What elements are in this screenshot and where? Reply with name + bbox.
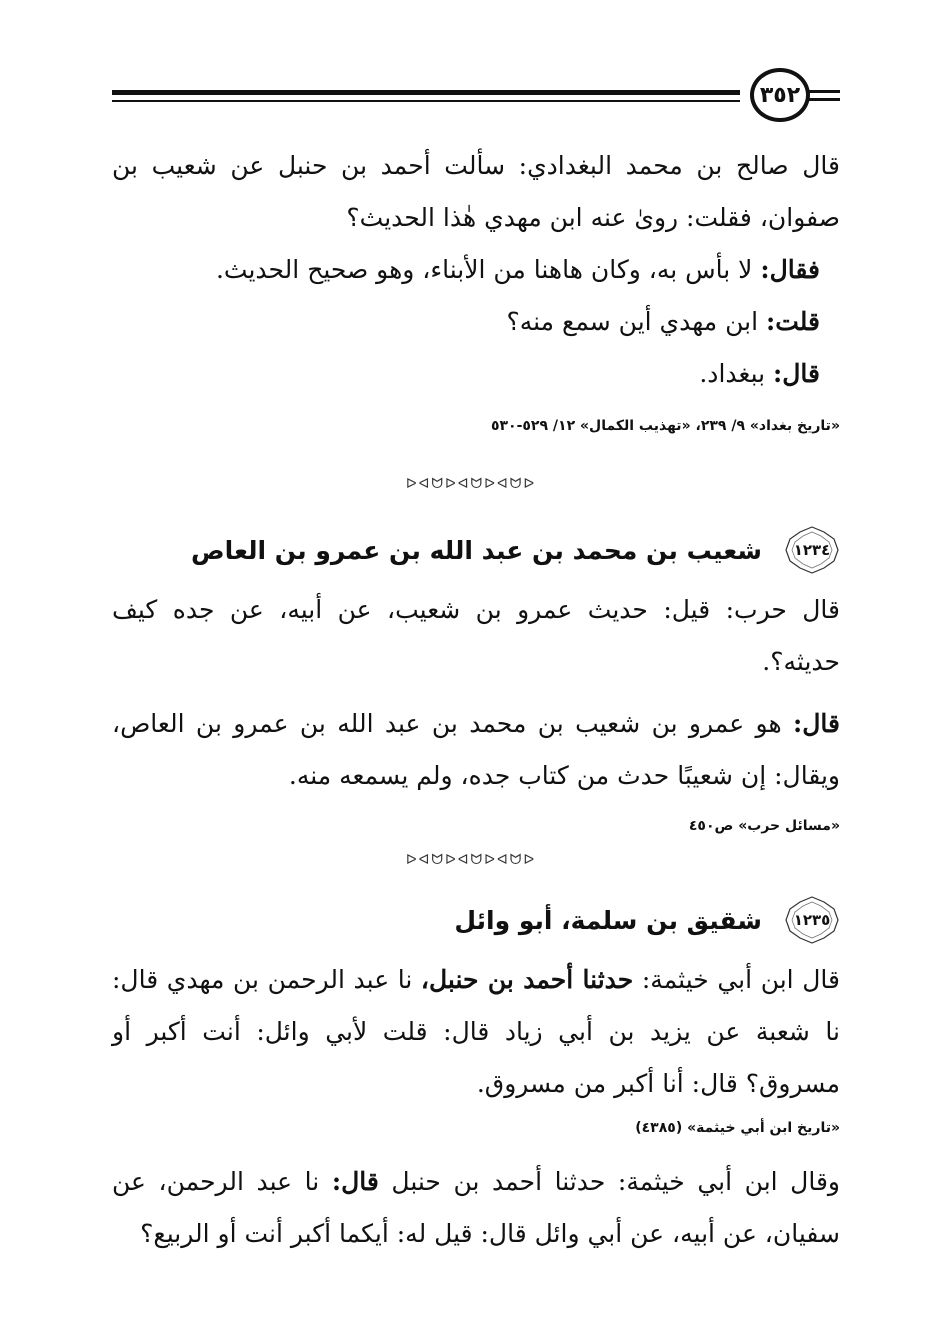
source-citation-3: «تاريخ ابن أبي خيثمة» (٤٣٨٥): [635, 1120, 840, 1136]
label-qal-harb: قال:: [793, 709, 840, 738]
text-qultu: ابن مهدي أين سمع منه؟: [506, 307, 766, 336]
label-faqal: فقال:: [760, 255, 820, 284]
header-rule-thick: [112, 90, 740, 95]
entry-number: ١٢٣٤: [793, 541, 831, 559]
paragraph-faqal: [112, 244, 840, 296]
source-citation-1: «تاريخ بغداد» ٩/ ٢٣٩، «تهذيب الكمال» ١٢/ ٥٢٩-٥٣٠: [490, 418, 840, 434]
text-khaythama-1-bold: حدثنا أحمد بن حنبل،: [420, 965, 634, 994]
block-saleh: [112, 140, 840, 438]
source-citation-2: «مسائل حرب» ص٤٥٠: [688, 818, 840, 834]
entry-heading-1234: [112, 520, 840, 580]
page-header: [112, 60, 840, 130]
header-rule-right-a: [808, 90, 840, 93]
entry-title: شقيق بن سلمة، أبو وائل: [454, 905, 762, 935]
label-qal: قال:: [773, 359, 820, 388]
entry-number-badge: [784, 525, 840, 575]
section-ornament-2: ᐅᐊᗢᐅᐊᗢᐅᐊᗢᐅ: [405, 852, 537, 868]
text-khaythama-1b: نا عبد الرحمن بن مهدي قال: نا شعبة عن يزيد بن أبي زياد قال: قلت لأبي وائل: أنت أكبر أو مسروق؟ قال: أنا أكبر من مسروق.: [112, 965, 840, 1098]
entry-number: ١٢٣٥: [793, 911, 831, 929]
text-faqal: لا بأس به، وكان هاهنا من الأبناء، وهو صحيح الحديث.: [215, 255, 761, 284]
paragraph-qultu: [112, 296, 840, 348]
text-khaythama-2b: نا عبد الرحمن، عن سفيان، عن أبيه، عن أبي وائل قال: قيل له: أيكما أكبر أنت أو الربيع؟: [112, 1167, 840, 1248]
header-rule-thin: [112, 100, 740, 102]
text-qal: ببغداد.: [699, 359, 774, 388]
text-khaythama-2a: وقال ابن أبي خيثمة: حدثنا أحمد بن حنبل: [378, 1167, 840, 1196]
label-qultu: قلت:: [765, 307, 820, 336]
section-ornament-1: ᐅᐊᗢᐅᐊᗢᐅᐊᗢᐅ: [405, 476, 537, 492]
entry-1235: [112, 890, 840, 1260]
paragraph-qal-harb: [112, 698, 840, 802]
paragraph-khaythama-2: [112, 1156, 840, 1260]
entry-title: شعيب بن محمد بن عبد الله بن عمرو بن العاص: [191, 535, 762, 565]
entry-heading-1235: [112, 890, 840, 950]
paragraph-harb: قال حرب: قيل: حديث عمرو بن شعيب، عن أبيه، عن جده كيف حديثه؟.: [112, 595, 840, 676]
entry-1234: [112, 520, 840, 838]
header-rule-right-b: [808, 98, 840, 101]
text-qal-harb: هو عمرو بن شعيب بن محمد بن عبد الله بن عمرو بن العاص، ويقال: إن شعيبًا حدث من كتاب جده، ولم يسمعه منه.: [112, 709, 840, 790]
page-number: ٣٥٢: [750, 68, 810, 122]
paragraph-qal: [112, 348, 840, 400]
text-khaythama-1a: قال ابن أبي خيثمة:: [633, 965, 840, 994]
text-khaythama-2-bold: قال:: [331, 1167, 379, 1196]
paragraph-khaythama-1: [112, 954, 840, 1110]
entry-number-badge: [784, 895, 840, 945]
paragraph-saleh: قال صالح بن محمد البغدادي: سألت أحمد بن حنبل عن شعيب بن صفوان، فقلت: روىٰ عنه ابن مهدي هٰذا الحديث؟: [112, 151, 840, 232]
